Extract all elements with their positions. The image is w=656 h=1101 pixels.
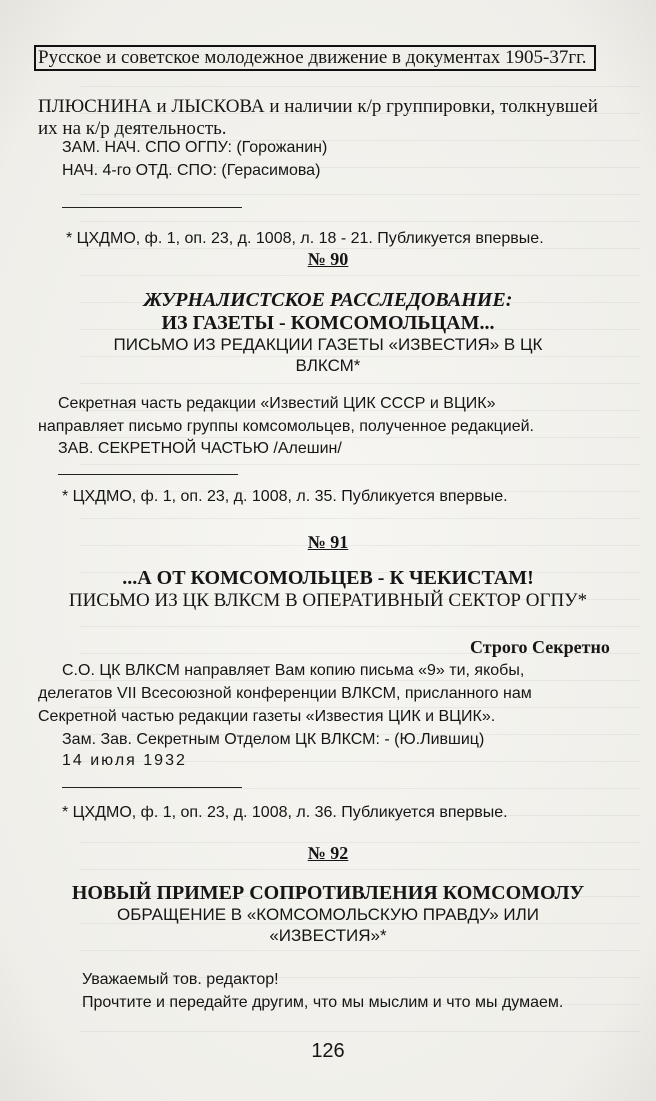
footnote-divider bbox=[58, 474, 238, 475]
body-text-line: С.О. ЦК ВЛКСМ направляет Вам копию письма «9» ти, якобы, bbox=[62, 662, 525, 679]
body-text-line: Прочтите и передайте другим, что мы мыслим и что мы думаем. bbox=[82, 994, 564, 1011]
document-title: ЖУРНАЛИСТСКОЕ РАССЛЕДОВАНИЕ: bbox=[143, 289, 513, 311]
signature-line: Зам. Зав. Секретным Отделом ЦК ВЛКСМ: - (Ю.Лившиц) bbox=[62, 731, 485, 748]
footnote: * ЦХДМО, ф. 1, оп. 23, д. 1008, л. 35. Публикуется впервые. bbox=[62, 488, 508, 505]
document-date: 14 июля 1932 bbox=[62, 752, 187, 769]
document-number: № 91 bbox=[307, 532, 349, 552]
document-subtitle: ОБРАЩЕНИЕ В «КОМСОМОЛЬСКУЮ ПРАВДУ» ИЛИ bbox=[117, 905, 539, 924]
body-text-line: направляет письмо группы комсомольцев, полученное редакцией. bbox=[38, 418, 534, 435]
footnote: * ЦХДМО, ф. 1, оп. 23, д. 1008, л. 36. Публикуется впервые. bbox=[62, 804, 508, 821]
document-subtitle: «ИЗВЕСТИЯ»* bbox=[269, 926, 387, 945]
document-title: ИЗ ГАЗЕТЫ - КОМСОМОЛЬЦАМ... bbox=[161, 312, 495, 334]
signature-line: ЗАМ. НАЧ. СПО ОГПУ: (Горожанин) bbox=[62, 139, 328, 156]
document-number: № 92 bbox=[307, 843, 349, 863]
signature-line: НАЧ. 4-го ОТД. СПО: (Герасимова) bbox=[62, 162, 321, 179]
footnote: * ЦХДМО, ф. 1, оп. 23, д. 1008, л. 18 - 21. Публикуется впервые. bbox=[66, 230, 544, 247]
document-subtitle: ПИСЬМО ИЗ РЕДАКЦИИ ГАЗЕТЫ «ИЗВЕСТИЯ» В ЦК bbox=[113, 335, 543, 354]
document-title: НОВЫЙ ПРИМЕР СОПРОТИВЛЕНИЯ КОМСОМОЛУ bbox=[71, 882, 585, 904]
footnote-divider bbox=[62, 787, 242, 788]
body-text-line: ПЛЮСНИНА и ЛЫСКОВА и наличии к/р группировки, толкнувшей bbox=[38, 96, 598, 117]
body-text-line: их на к/р деятельность. bbox=[38, 118, 227, 139]
secrecy-stamp: Строго Секретно bbox=[470, 637, 610, 657]
body-text-line: делегатов VII Всесоюзной конференции ВЛКСМ, присланного нам bbox=[38, 685, 532, 702]
document-title: ...А ОТ КОМСОМОЛЬЦЕВ - К ЧЕКИСТАМ! bbox=[122, 567, 534, 589]
page-number: 126 bbox=[311, 1040, 345, 1062]
greeting: Уважаемый тов. редактор! bbox=[82, 971, 279, 988]
footnote-divider bbox=[62, 207, 242, 208]
signature-line: ЗАВ. СЕКРЕТНОЙ ЧАСТЬЮ /Алешин/ bbox=[58, 440, 342, 457]
document-subtitle: ПИСЬМО ИЗ ЦК ВЛКСМ В ОПЕРАТИВНЫЙ СЕКТОР ОГПУ* bbox=[68, 590, 588, 611]
body-text-line: Секретная часть редакции «Известий ЦИК СССР и ВЦИК» bbox=[58, 395, 496, 412]
document-subtitle: ВЛКСМ* bbox=[295, 356, 361, 375]
body-text-line: Секретной частью редакции газеты «Известия ЦИК и ВЦИК». bbox=[38, 708, 496, 725]
document-number: № 90 bbox=[307, 249, 349, 269]
running-header: Русское и советское молодежное движение в документах 1905-37гг. bbox=[34, 45, 596, 71]
